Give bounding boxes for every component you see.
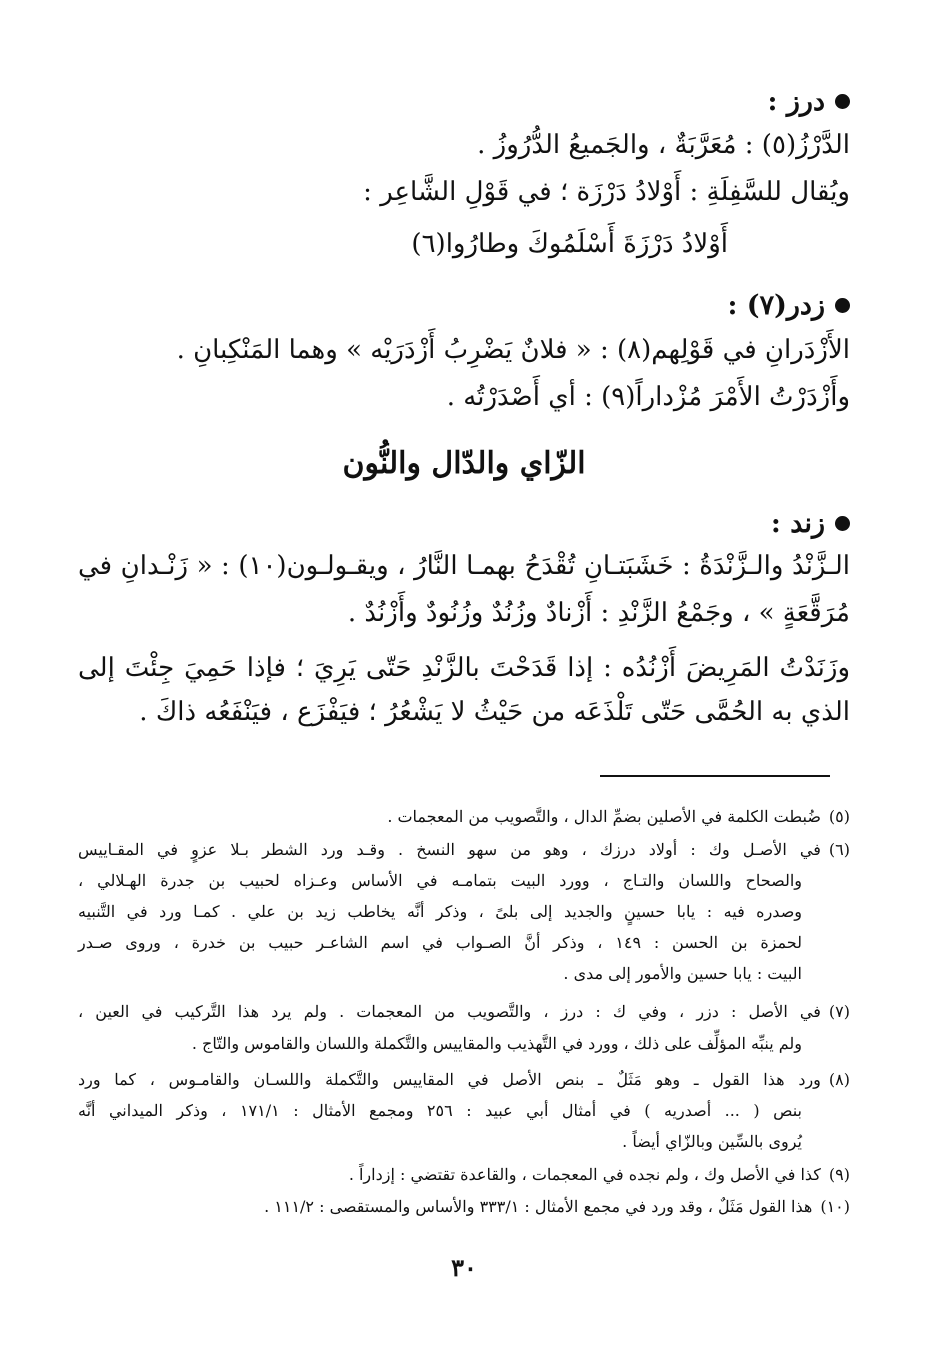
body-line: الدَّرْزُ(٥) : مُعَرَّبَةٌ ، والجَميعُ الدُّرُوزُ . [477, 130, 850, 160]
footnote-number: (٩) [828, 1165, 850, 1184]
entry-heading-text: درز : [767, 86, 825, 117]
footnote-number: (٨) [828, 1070, 850, 1089]
footnote-8 [78, 1066, 850, 1093]
entry-heading-zand [771, 508, 850, 539]
body-line: وزَنَدْتُ المَرِيضَ أَزْنُدُه : إذا قَدَحْتَ بالزَّنْدِ حَتّى يَرِيَ ؛ فإذا حَمِيَ جِئْتَ إلى [78, 653, 850, 683]
footnote-line: ولم ينبِّه المؤلِّف على ذلك ، وورد في التَّهذيب والمقاييس والتَّكملة واللسان والقاموس والتّاج . [191, 1034, 802, 1053]
footnote-text: ضُبطت الكلمة في الأصلين بضمِّ الدال ، والتَّصويب من المعجمات . [387, 807, 821, 826]
footnote-text: هذا القول مَثَلٌ ، وقد ورد في مجمع الأمثال : ٣٣٣/١ والأساس والمستقصى : ١١١/٢ . [264, 1197, 813, 1216]
footnote-number: (١٠) [820, 1197, 850, 1216]
footnote-line: والصحاح واللسان والتـاج ، وورد البيت بتمامـه في الأساس وعـزاه لحبيب بن جدرة الهـلالي ، [78, 871, 802, 890]
footnote-line: بنص ( ... أصدريه ) في أمثال أبي عبيد : ٢٥٦ ومجمع الأمثال : ١٧١/١ ، وذكر الميداني أنَّه [78, 1101, 802, 1120]
entry-heading-zadar [727, 290, 850, 321]
footnote-number: (٥) [828, 807, 850, 826]
body-line: الذي به الحُمَّى حَتّى تَلْذَعَه من حَيْثُ لا يَشْعُرُ ؛ فيَفْزَع ، فيَنْفَعُه ذاكَ . [139, 697, 850, 727]
body-line: الـزَّنْدُ والـزَّنْدَةُ : خَشَبَتـانِ تُقْدَحُ بهمـا النَّارُ ، ويقـولـون(١٠) : « زَنْـدانِ في [78, 551, 850, 581]
footnote-6 [78, 836, 850, 863]
footnote-text: ورد هذا القول ـ وهو مَثَلٌ ـ بنص الأصل في المقاييس والتَّكملة واللسـان والقامـوس ، كما ورد [78, 1070, 821, 1089]
body-line: مُرَقَّعَةٍ » ، وجَمْعُ الزَّنْدِ : أَزْنادٌ وزُنُدٌ وزُنُودٌ وأَزْنُدٌ . [347, 598, 850, 628]
footnote-line: لحمزة بن الحسن : ١٤٩ ، وذكر أنَّ الصـواب في اسم الشاعـر حبيب بن خدرة ، وروى صـدر [78, 933, 803, 952]
footnote-line: البيت : يابا حسين والأمور إلى مدى . [563, 964, 802, 983]
footnote-text: في الأصل : دزر ، وفي ك : درز ، والتَّصويب من المعجمات . ولم يرد هذا التَّركيب في العين ، [78, 1002, 821, 1021]
footnote-10 [264, 1193, 850, 1220]
footnote-line: وصدره فيه : يابا حسينٍ والجديد إلى بلىً ، وذكر أنَّه يخاطب زيد بن علي . كمـا ورد في التَّنبيه [78, 902, 803, 921]
entry-heading-text: زند : [770, 508, 825, 539]
entry-heading-text: زدر(٧) : [727, 290, 825, 321]
bullet-icon [835, 298, 850, 313]
body-line: وأَزْدَرْتُ الأَمْرَ مُزْداراً(٩) : أي أَصْدَرْتُه . [446, 382, 850, 412]
section-title: الزّاي والدّال والنُّون [342, 446, 586, 481]
body-line: الأَزْدَرانِ في قَوْلِهم(٨) : « فلانٌ يَضْرِبُ أَزْدَرَيْه » وهما المَنْكِبانِ . [176, 335, 850, 365]
footnote-number: (٧) [828, 1002, 850, 1021]
footnote-9 [349, 1161, 850, 1188]
footnote-number: (٦) [828, 840, 850, 859]
footnote-line: يُروى بالسِّين وبالزّاي أيضاً . [622, 1132, 802, 1151]
bullet-icon [835, 516, 850, 531]
entry-heading-darz [768, 86, 850, 117]
footnote-text: كذا في الأصل وك ، ولم نجده في المعجمات ، والقاعدة تقتضي : إزداراً . [348, 1165, 821, 1184]
poetry-verse: أَوْلادُ دَرْزَةَ أَسْلَمُوكَ وطارُوا(٦) [411, 229, 728, 259]
body-line: ويُقال للسَّفِلَةِ : أَوْلادُ دَرْزَة ؛ في قَوْلِ الشَّاعِر : [363, 177, 850, 207]
footnote-separator [600, 775, 830, 777]
footnote-5 [387, 803, 850, 830]
bullet-icon [835, 94, 850, 109]
page-number: ٣٠ [451, 1253, 477, 1282]
footnote-7 [78, 998, 850, 1025]
footnote-text: في الأصـل وك : أولاد درزك ، وهو من سهو النسخ . وقـد ورد الشطر بـلا عزوٍ في المقـاييس [78, 840, 821, 859]
